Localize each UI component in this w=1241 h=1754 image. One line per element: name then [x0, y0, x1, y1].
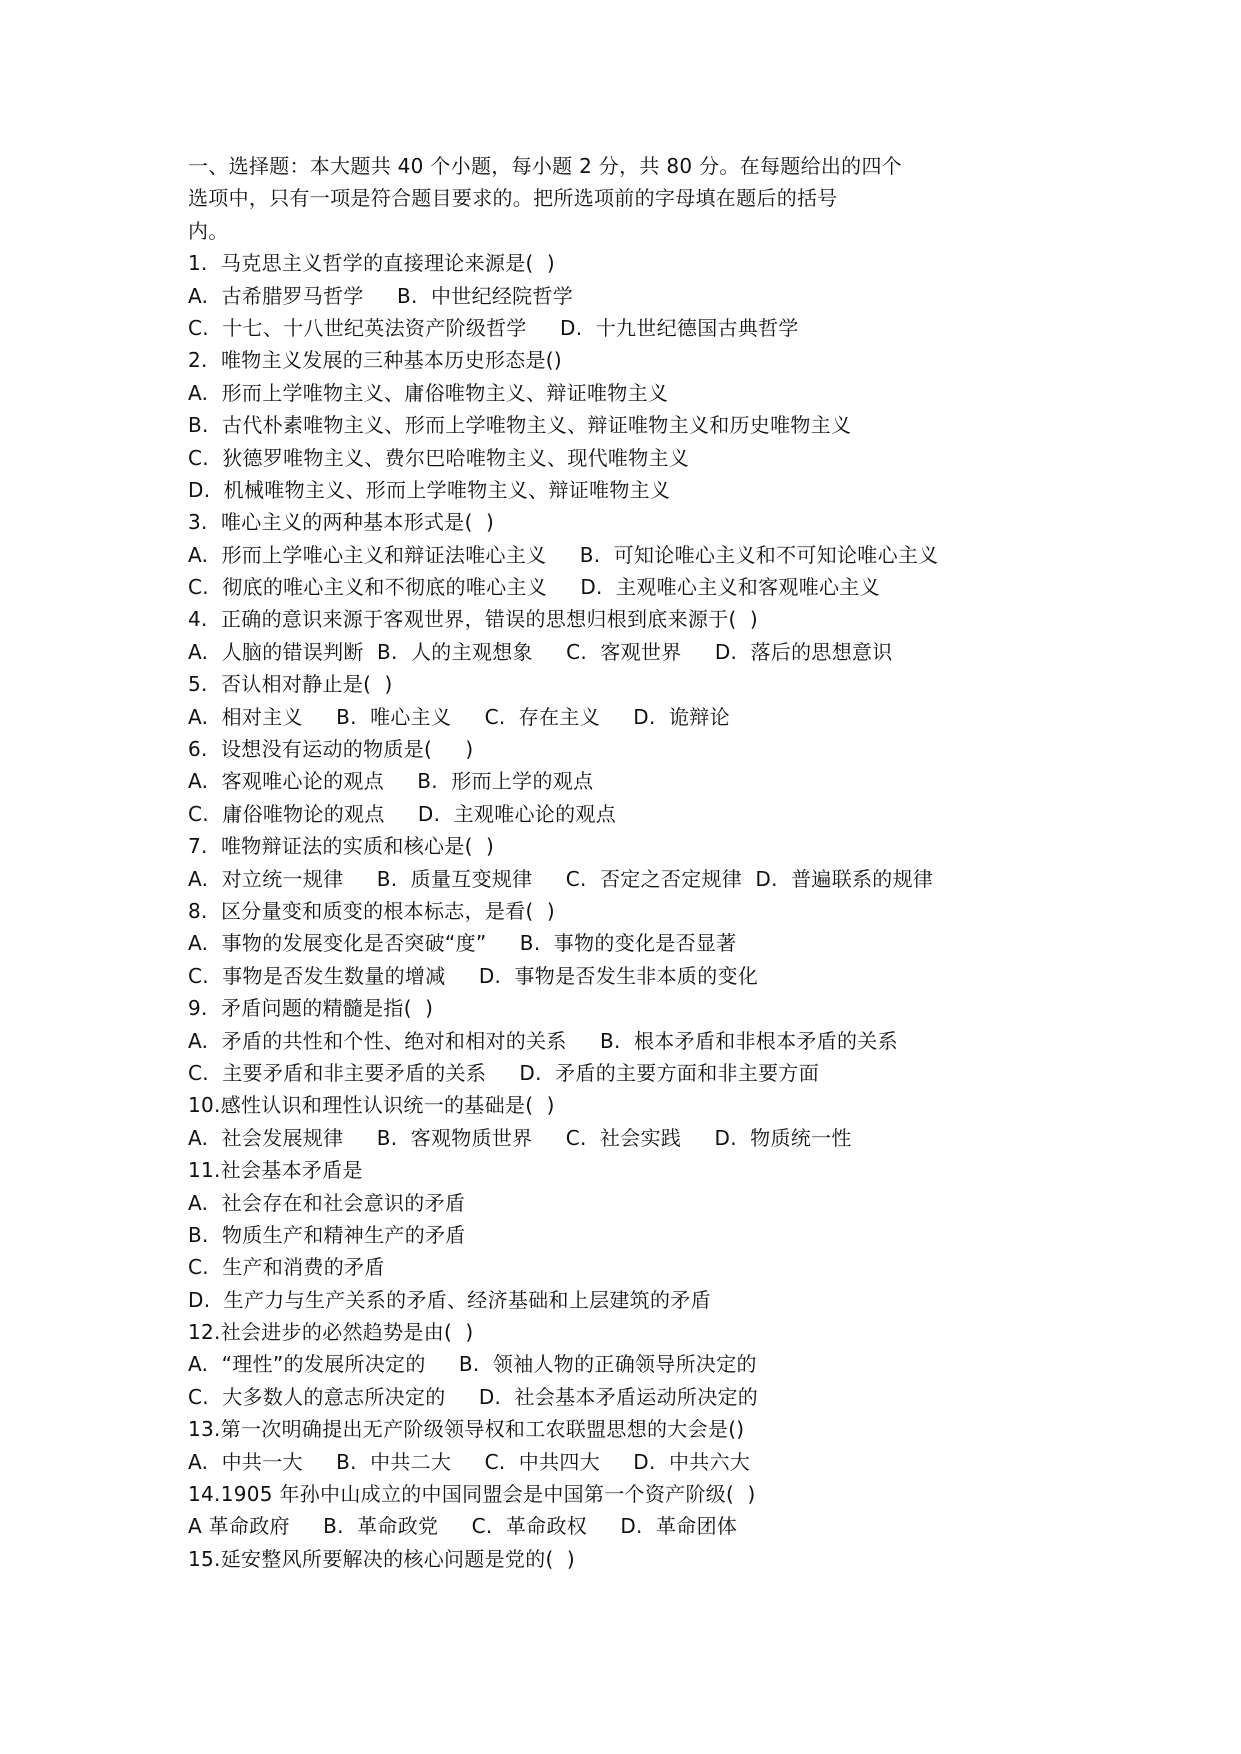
question-8: 8. 区分量变和质变的根本标志，是看( ) [188, 898, 556, 923]
question-2-option-b: B. 古代朴素唯物主义、形而上学唯物主义、辩证唯物主义和历史唯物主义 [188, 413, 852, 438]
question-11-option-a: A. 社会存在和社会意识的矛盾 [188, 1190, 466, 1215]
question-9: 9. 矛盾问题的精髓是指( ) [188, 996, 434, 1021]
question-4: 4. 正确的意识来源于客观世界，错误的思想归根到底来源于( ) [188, 607, 759, 632]
question-10-options: A. 社会发展规律 B. 客观物质世界 C. 社会实践 D. 物质统一性 [188, 1125, 852, 1150]
question-2: 2. 唯物主义发展的三种基本历史形态是() [188, 348, 563, 373]
question-2-option-d: D. 机械唯物主义、形而上学唯物主义、辩证唯物主义 [188, 477, 671, 502]
question-8-options-ab: A. 事物的发展变化是否突破“度” B. 事物的变化是否显著 [188, 931, 737, 956]
question-1: 1. 马克思主义哲学的直接理论来源是( ) [188, 251, 556, 276]
question-2-option-a: A. 形而上学唯物主义、庸俗唯物主义、辩证唯物主义 [188, 380, 669, 405]
question-7-options: A. 对立统一规律 B. 质量互变规律 C. 否定之否定规律 D. 普遍联系的规律 [188, 866, 934, 891]
question-11-option-b: B. 物质生产和精神生产的矛盾 [188, 1222, 466, 1247]
question-2-option-c: C. 狄德罗唯物主义、费尔巴哈唯物主义、现代唯物主义 [188, 445, 690, 470]
question-6-options-cd: C. 庸俗唯物论的观点 D. 主观唯心论的观点 [188, 801, 616, 826]
question-12-options-cd: C. 大多数人的意志所决定的 D. 社会基本矛盾运动所决定的 [188, 1384, 759, 1409]
question-6-options-ab: A. 客观唯心论的观点 B. 形而上学的观点 [188, 769, 594, 794]
question-7: 7. 唯物辩证法的实质和核心是( ) [188, 834, 495, 859]
question-3-options-ab: A. 形而上学唯心主义和辩证法唯心主义 B. 可知论唯心主义和不可知论唯心主义 [188, 542, 939, 567]
question-3: 3. 唯心主义的两种基本形式是( ) [188, 510, 495, 535]
question-10: 10.感性认识和理性认识统一的基础是( ) [188, 1093, 555, 1118]
question-13: 13.第一次明确提出无产阶级领导权和工农联盟思想的大会是() [188, 1417, 745, 1442]
question-1-options-cd: C. 十七、十八世纪英法资产阶级哲学 D. 十九世纪德国古典哲学 [188, 315, 799, 340]
instructions-line-1: 一、选择题：本大题共 40 个小题，每小题 2 分，共 80 分。在每题给出的四个 [188, 154, 903, 178]
question-6: 6. 设想没有运动的物质是( ) [188, 737, 474, 762]
question-9-options-ab: A. 矛盾的共性和个性、绝对和相对的关系 B. 根本矛盾和非根本矛盾的关系 [188, 1028, 898, 1053]
question-3-options-cd: C. 彻底的唯心主义和不彻底的唯心主义 D. 主观唯心主义和客观唯心主义 [188, 575, 880, 600]
question-8-options-cd: C. 事物是否发生数量的增减 D. 事物是否发生非本质的变化 [188, 963, 759, 988]
question-12: 12.社会进步的必然趋势是由( ) [188, 1320, 474, 1345]
question-4-options: A. 人脑的错误判断 B. 人的主观想象 C. 客观世界 D. 落后的思想意识 [188, 639, 893, 664]
question-11-option-c: C. 生产和消费的矛盾 [188, 1255, 385, 1280]
question-5: 5. 否认相对静止是( ) [188, 672, 393, 697]
question-1-options-ab: A. 古希腊罗马哲学 B. 中世纪经院哲学 [188, 283, 574, 308]
question-15: 15.延安整风所要解决的核心问题是党的( ) [188, 1546, 576, 1571]
document-body [188, 150, 1008, 1575]
instructions-line-2: 选项中，只有一项是符合题目要求的。把所选项前的字母填在题后的括号 [188, 186, 838, 211]
question-11: 11.社会基本矛盾是 [188, 1158, 363, 1183]
question-9-options-cd: C. 主要矛盾和非主要矛盾的关系 D. 矛盾的主要方面和非主要方面 [188, 1060, 819, 1085]
question-5-options: A. 相对主义 B. 唯心主义 C. 存在主义 D. 诡辩论 [188, 704, 730, 729]
question-14-options: A 革命政府 B. 革命政党 C. 革命政权 D. 革命团体 [188, 1514, 738, 1539]
question-11-option-d: D. 生产力与生产关系的矛盾、经济基础和上层建筑的矛盾 [188, 1287, 711, 1312]
question-14: 14.1905 年孙中山成立的中国同盟会是中国第一个资产阶级( ) [188, 1482, 756, 1507]
question-13-options: A. 中共一大 B. 中共二大 C. 中共四大 D. 中共六大 [188, 1449, 751, 1474]
instructions-line-3: 内。 [188, 218, 229, 243]
question-12-options-ab: A. “理性”的发展所决定的 B. 领袖人物的正确领导所决定的 [188, 1352, 757, 1377]
